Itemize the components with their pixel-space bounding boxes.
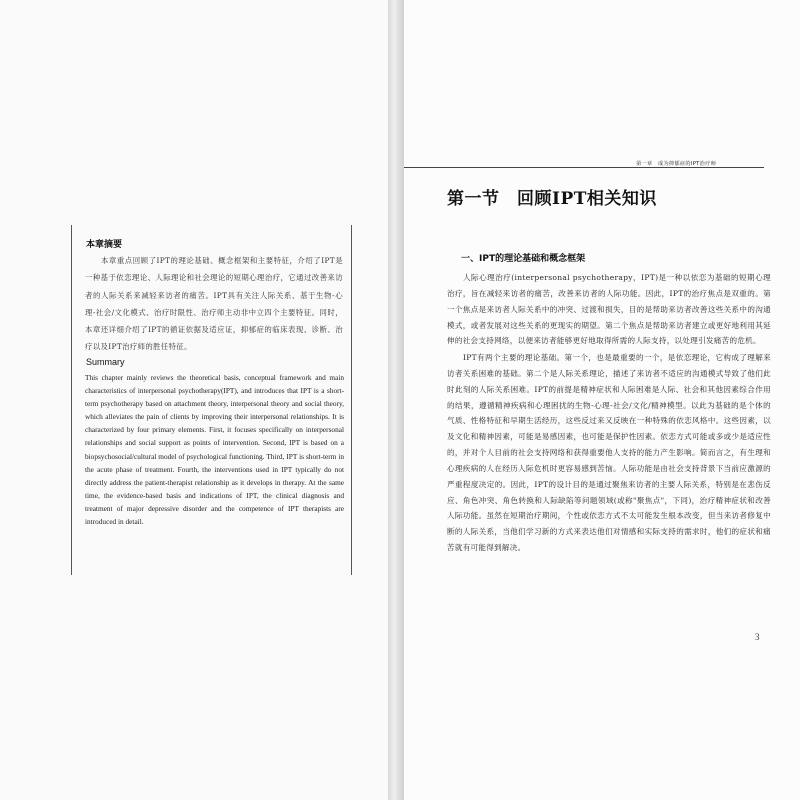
running-head: 第一章 成为抑郁症的IPT治疗师 (636, 161, 717, 167)
abstract-text-cn: 本章重点回顾了IPT的理论基础、概念框架和主要特征，介绍了IPT是一种基于依恋理论、人际理论和社会理论的短期心理治疗，它通过改善来访者的人际关系来减轻来访者的痛苦。IPT具有关注人际关系、基于生物-心理-社会/文化模式、治疗时限性、治疗师主动非中立四个主要特征。同时，本章还详细介绍了IPT的循证依据及适应证，抑郁症的临床表现、诊断、治疗以及IPT治疗师的胜任特征。 (85, 256, 343, 352)
body-paragraph-1: 人际心理治疗(interpersonal psychotherapy，IPT)是一种以依恋为基础的短期心理治疗，旨在减轻来访者的痛苦，改善来访者的人际功能。因此，IPT的治疗焦点是双重的。第一个焦点是来访者人际关系中的冲突、过渡和损失，目的是帮助来访者改善这些关系中的沟通模式，或者发展对这些关系的更现实的期望。第二个焦点是帮助来访者建立或更好地利用其延伸的社会支持网络，以便来访者能够更好地取得所需的人际支持，以处理引发痛苦的危机。 (447, 273, 771, 346)
abstract-text-en: This chapter mainly reviews the theoretical basis, conceptual framework and main characteristics of interpersonal psychotherapy(IPT), and introduces that IPT is a short-term psychotherapy based on attachment theory, interpersonal theory and social theory, which alleviates the pain of clients by improving their interpersonal relationships. It is characterized by four primary elements. First, it focuses specifically on interpersonal relationships and social support as points of intervention. Second, IPT is based on a biopsychosocial/cultural model of psychological functioning. Third, IPT is short-term in the acute phase of treatment. Fourth, the interventions used in IPT typically do not directly address the patient-therapist relationship as it develops in therapy. At the same time, the evidence-based basis and indications of IPT, the clinical diagnosis and treatment of major depressive disorder and the competence of IPT therapists are introduced in detail. (85, 373, 344, 527)
page-number: 3 (755, 632, 760, 642)
book-gutter (388, 0, 404, 800)
body-paragraph-2: IPT有两个主要的理论基础。第一个，也是最重要的一个，是依恋理论，它构成了理解来访者关系困难的基础。第二个是人际关系理论，描述了来访者不适应的沟通模式导致了他们此时此刻的人际关系困难。IPT的前提是精神症状和人际困难是人际、社会和其他因素综合作用的结果，遵循精神疾病和心理困扰的生物-心理-社会/文化/精神模型。以此为基础的是个体的气质、性格特征和早期生活经历，这些反过来又反映在一种特殊的依恋风格中。这些因素，以及文化和精神因素，可能是易感因素，也可能是保护性因素。依恋方式可能或多或少是适应性的，并对个人目前的社会支持网络和获得重要他人支持的能力产生影响。简而言之，有生理和心理疾病的人在经历人际危机时更容易感到苦恼。人际功能是由社会支持背景下当前应激源的严重程度决定的。因此，IPT的设计目的是通过聚焦来访者的主要人际关系，特别是在悲伤反应、角色冲突、角色转换和人际缺陷等问题领域(或称"聚焦点"，下同)，治疗精神症状和改善人际功能。虽然在短期治疗期间，个性或依恋方式不太可能发生根本改变，但当来访者修复中断的人际关系，当他们学习新的方式来表达他们对情感和实际支持的需求时，他们的症状和痛苦就有可能得到解决。 (447, 353, 771, 553)
abstract-heading-cn: 本章摘要 (86, 240, 123, 250)
subsection-title: 一、IPT的理论基础和概念框架 (461, 254, 586, 264)
section-title: 第一节 回顾IPT相关知识 (447, 189, 657, 209)
abstract-heading-en: Summary (86, 357, 125, 367)
running-head-rule (404, 167, 764, 168)
